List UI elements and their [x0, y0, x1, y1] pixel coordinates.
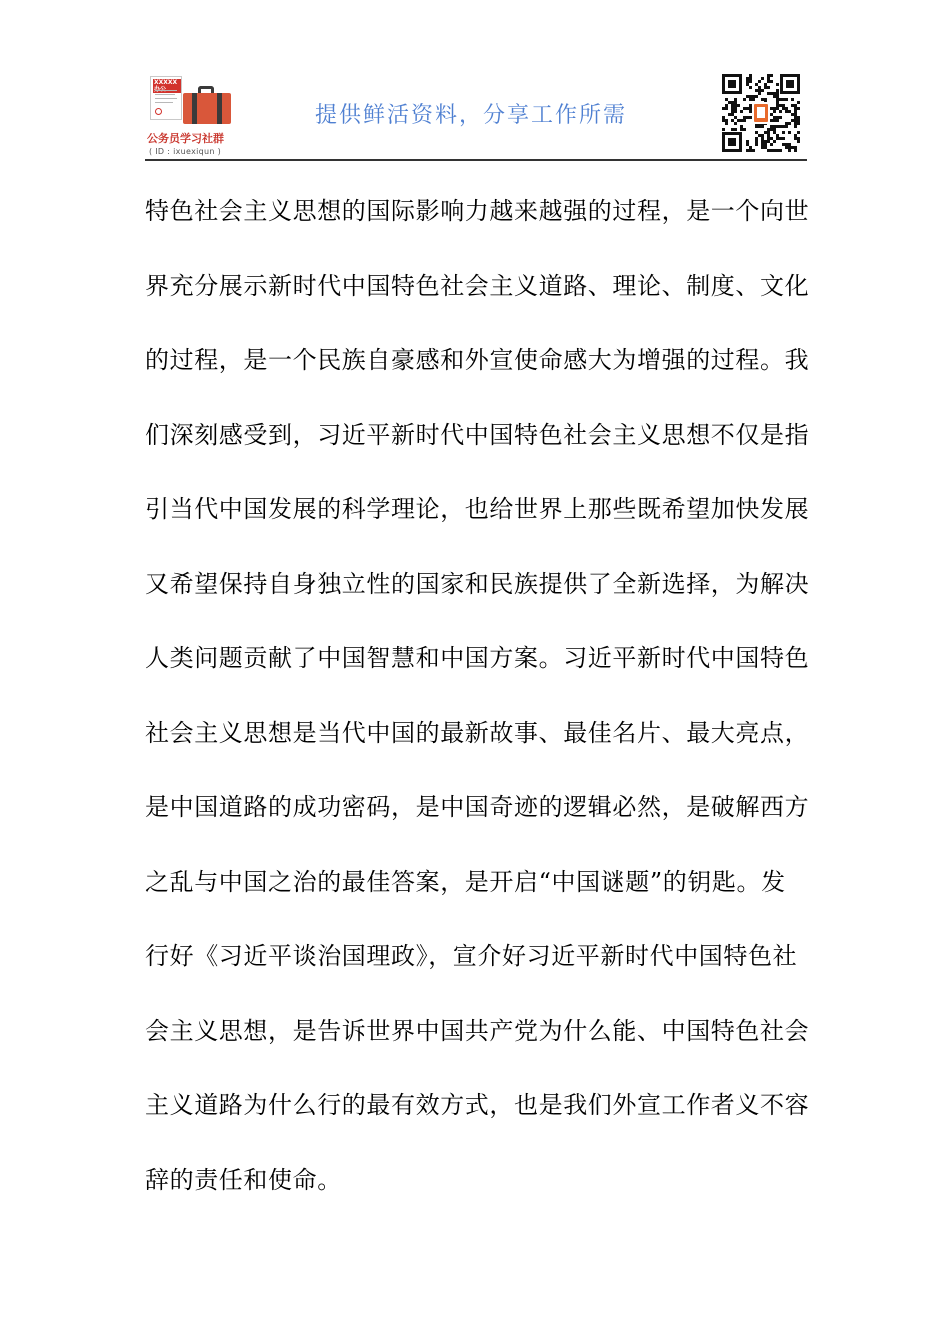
text-line: 的过程，是一个民族自豪感和外宣使命感大为增强的过程。我: [145, 346, 810, 374]
text-line: 人类问题贡献了中国智慧和中国方案。习近平新时代中国特色: [145, 644, 810, 672]
text-line: 之乱与中国之治的最佳答案，是开启“中国谜题”的钥匙。发: [145, 867, 786, 896]
text-line: 界充分展示新时代中国特色社会主义道路、理论、制度、文化: [145, 271, 810, 300]
logo: [145, 74, 237, 162]
logo-doc-label: XXXXX: [153, 79, 181, 93]
text-line: 社会主义思想是当代中国的最新故事、最佳名片、最大亮点，: [145, 718, 810, 747]
text-line: 特色社会主义思想的国际影响力越来越强的过程，是一个向世: [145, 197, 810, 225]
text-line: 主义道路为什么行的最有效方式，也是我们外宣工作者义不容: [145, 1091, 810, 1119]
header-slogan: 提供鲜活资料，分享工作所需: [315, 103, 628, 128]
text-line: 又希望保持自身独立性的国家和民族提供了全新选择，为解决: [145, 569, 810, 598]
document-icon: [150, 76, 182, 120]
text-line: 行好《习近平谈治国理政》，宣介好习近平新时代中国特色社: [145, 942, 798, 970]
header-divider: [145, 159, 807, 161]
logo-name: 公务员学习社群: [147, 132, 224, 145]
page-header: [145, 68, 805, 160]
text-line: 是中国道路的成功密码，是中国奇迹的逻辑必然，是破解西方: [145, 793, 810, 821]
qr-code-icon: [720, 72, 802, 154]
briefcase-icon: [183, 86, 231, 124]
text-line: 会主义思想，是告诉世界中国共产党为什么能、中国特色社会: [145, 1016, 810, 1045]
text-line: 辞的责任和使命。: [145, 1165, 342, 1194]
logo-id: ( ID : ixuexiqun ): [149, 147, 222, 156]
text-line: 们深刻感受到，习近平新时代中国特色社会主义思想不仅是指: [145, 420, 810, 449]
text-line: 引当代中国发展的科学理论，也给世界上那些既希望加快发展: [145, 495, 810, 523]
